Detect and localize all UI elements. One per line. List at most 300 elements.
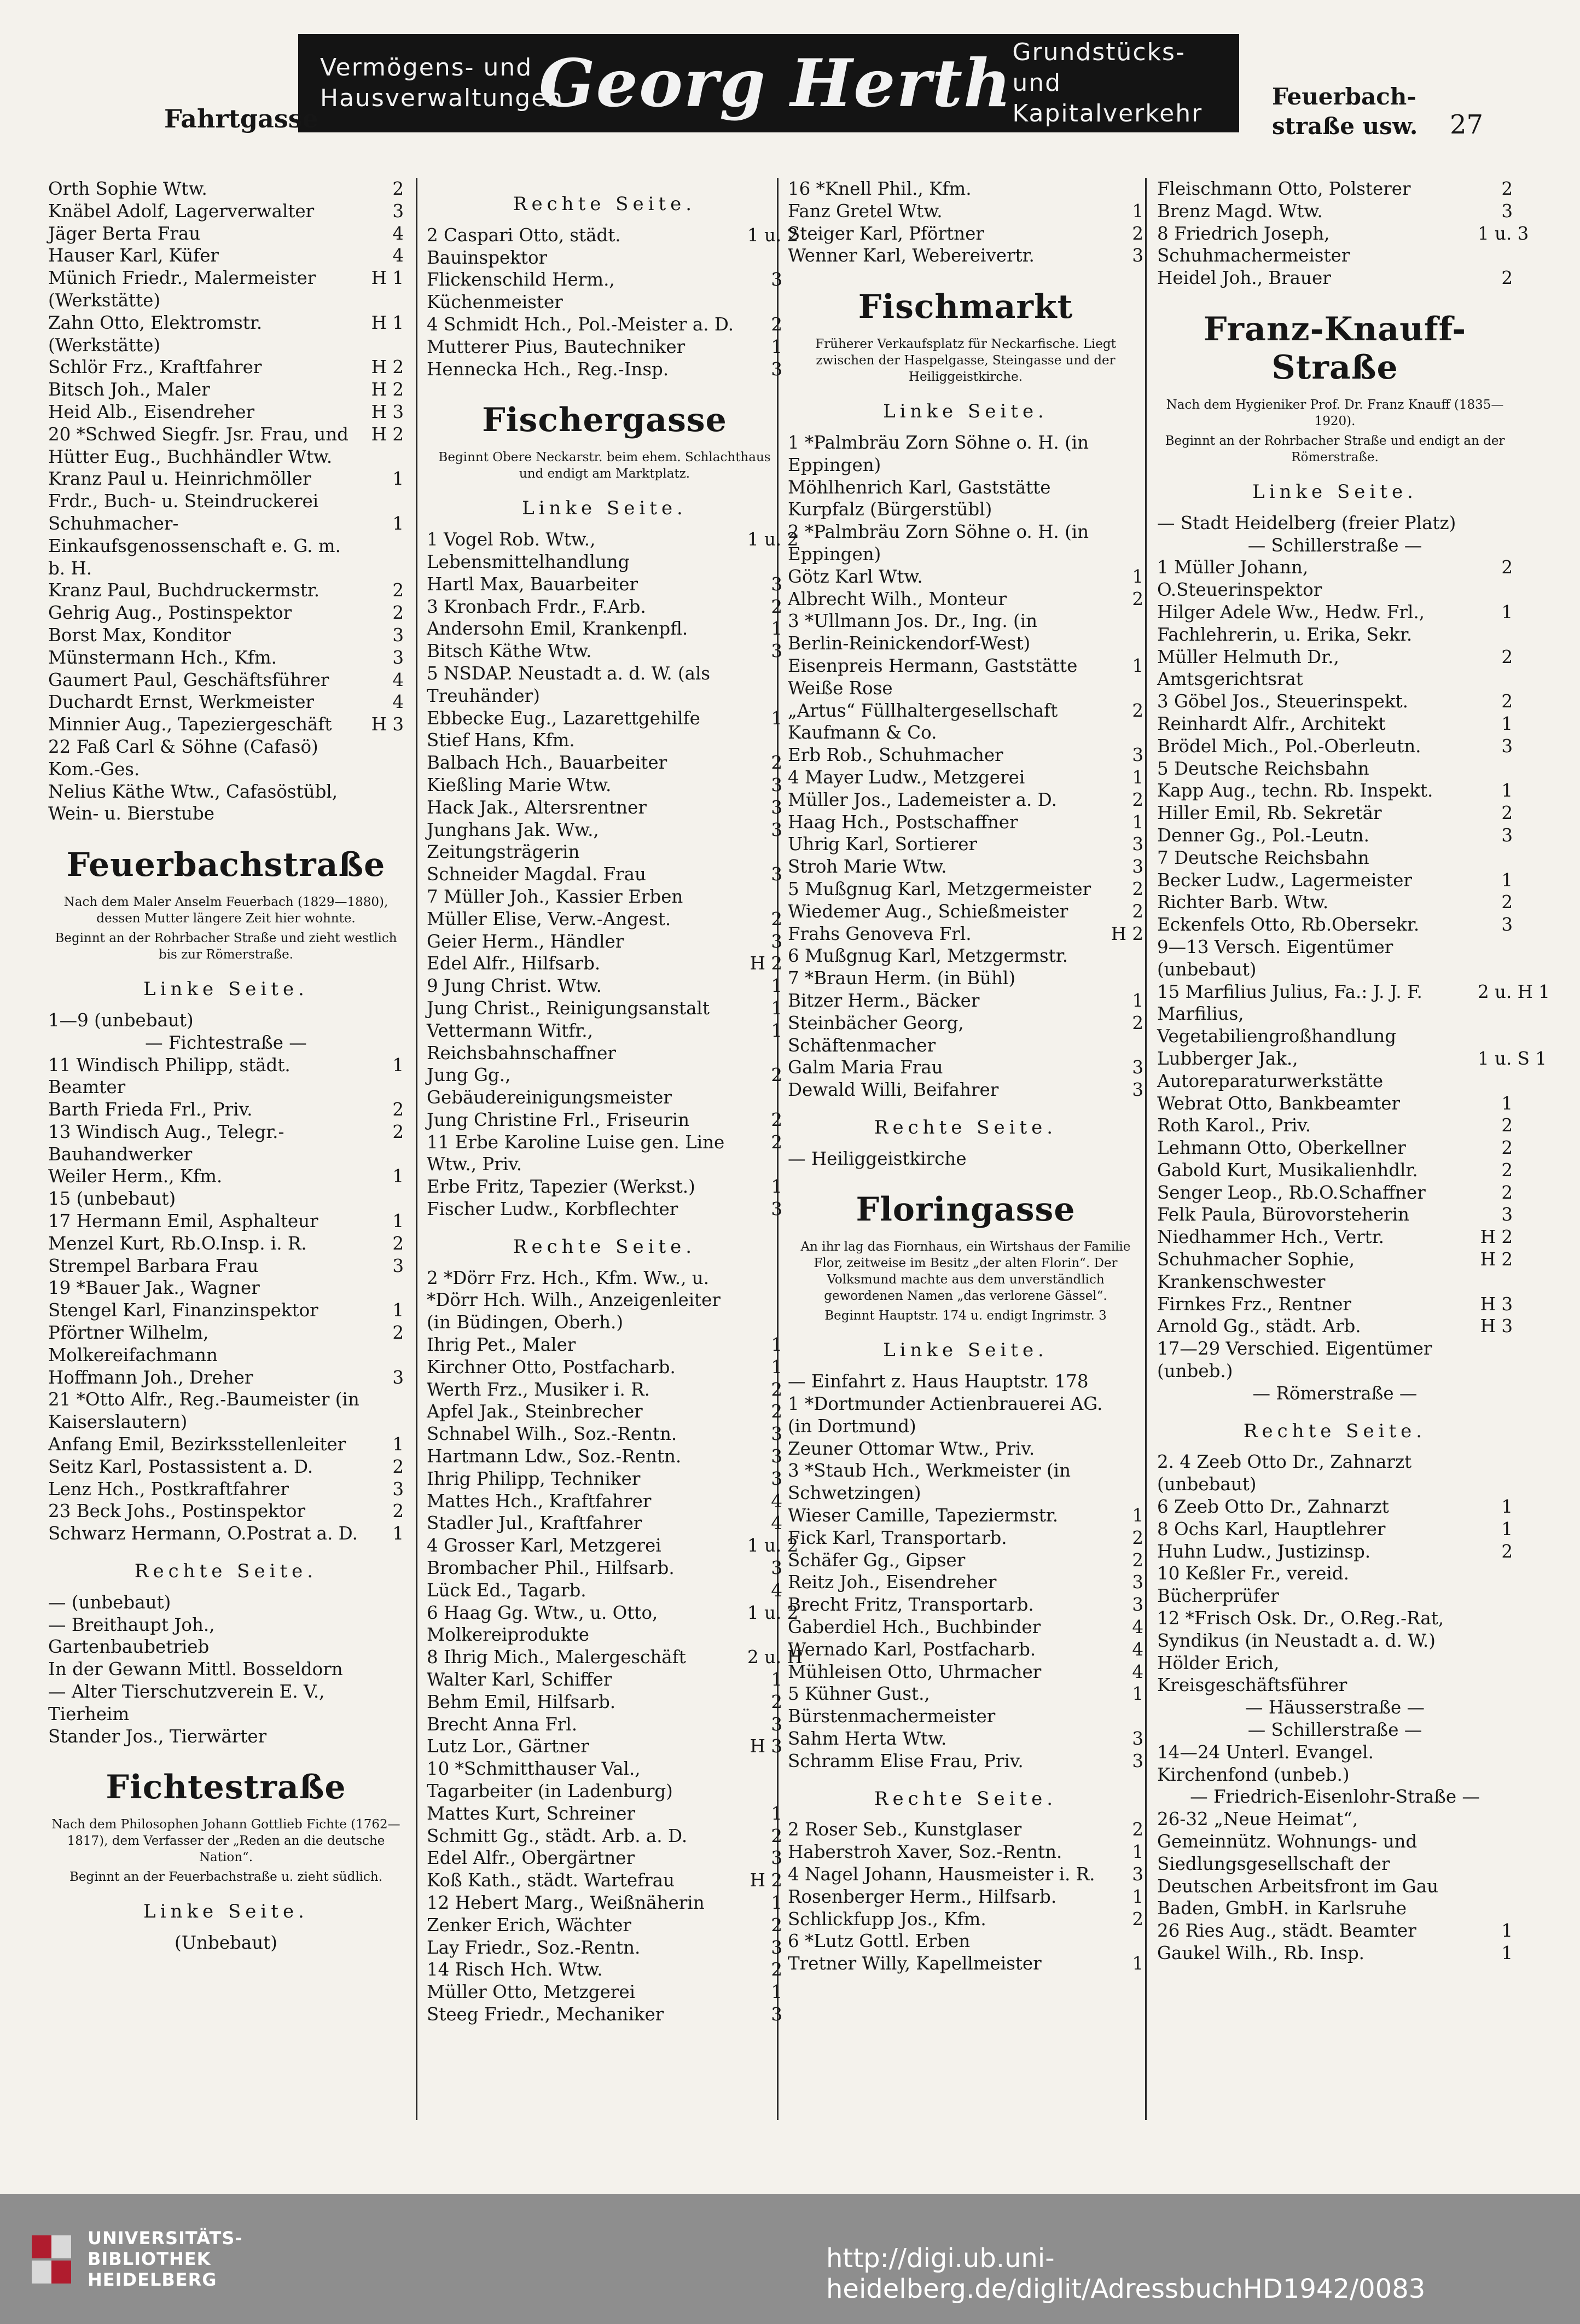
entry-text: Möhlhenrich Karl, Gaststätte Kurpfalz (Bürgerstübl) bbox=[788, 477, 1051, 520]
entry-floor: 1 bbox=[771, 707, 782, 729]
address-entry bbox=[788, 1930, 1143, 1953]
address-entry bbox=[1157, 1942, 1513, 1965]
entry-text: Geier Herm., Händler bbox=[427, 931, 624, 952]
entry-text: Stief Hans, Kfm. bbox=[427, 730, 575, 751]
entry-text: Lehmann Otto, Oberkellner bbox=[1157, 1137, 1406, 1159]
entry-text: Albrecht Wilh., Monteur bbox=[788, 588, 1007, 609]
entry-text: 21 *Otto Alfr., Reg.-Baumeister (in Kaiserslautern) bbox=[48, 1389, 359, 1433]
entry-floor: 1 bbox=[771, 336, 782, 357]
address-entry bbox=[427, 1735, 782, 1758]
entry-floor: 3 bbox=[1132, 834, 1143, 855]
entry-floor: 3 bbox=[1501, 200, 1513, 222]
digital-copy-url[interactable]: http://digi.ub.uni-heidelberg.de/diglit/AdressbuchHD1942/0083 bbox=[826, 2243, 1426, 2304]
library-footer bbox=[0, 2194, 1580, 2324]
entry-floor: 2 bbox=[771, 1379, 782, 1400]
street-side-heading: Linke Seite. bbox=[1252, 480, 1418, 503]
entry-text: Kapp Aug., techn. Rb. Inspekt. bbox=[1157, 780, 1433, 801]
entry-floor: 1 bbox=[771, 1982, 782, 2003]
entry-text: 5 Kühner Gust., Bürstenmachermeister bbox=[788, 1683, 996, 1727]
entry-text: Behm Emil, Hilfsarb. bbox=[427, 1691, 616, 1712]
entry-text: Hennecka Hch., Reg.-Insp. bbox=[427, 358, 669, 380]
entry-floor: 2 bbox=[1132, 1549, 1143, 1571]
entry-floor: 3 bbox=[1501, 1204, 1513, 1225]
entry-text: 12 Hebert Marg., Weißnäherin bbox=[427, 1892, 705, 1913]
entry-floor: 1 bbox=[1132, 200, 1143, 222]
entry-text: Gaumert Paul, Geschäftsführer bbox=[48, 669, 329, 690]
entry-text: Becker Ludw., Lagermeister bbox=[1157, 869, 1412, 891]
entry-text: Erb Rob., Schuhmacher bbox=[788, 745, 1003, 766]
entry-text: Kranz Paul, Buchdruckermstr. bbox=[48, 580, 320, 601]
entry-text: Andersohn Emil, Krankenpfl. bbox=[427, 618, 688, 640]
entry-floor: 2 u. H bbox=[747, 1647, 803, 1668]
entry-floor: 1 bbox=[1501, 1496, 1513, 1518]
address-entry bbox=[788, 1571, 1143, 1594]
address-entry bbox=[1157, 646, 1513, 691]
street-heading: Fichtestraße bbox=[106, 1768, 346, 1807]
running-head-left: Fahrtgasse bbox=[164, 104, 318, 133]
entry-text: Brödel Mich., Pol.-Oberleutn. bbox=[1157, 735, 1421, 757]
entry-text: 2 *Dörr Frz. Hch., Kfm. Ww., u. *Dörr Hch. Wilh., Anzeigenleiter (in Büdingen, Oberh.) bbox=[427, 1267, 721, 1333]
address-entry bbox=[427, 997, 782, 1020]
address-entry bbox=[48, 736, 404, 781]
entry-floor: 4 bbox=[771, 1490, 782, 1512]
entry-text: Heid Alb., Eisendreher bbox=[48, 401, 255, 422]
entry-floor: 4 bbox=[392, 223, 404, 244]
entry-text: Roth Karol., Priv. bbox=[1157, 1115, 1311, 1136]
entry-text: Hartmann Ldw., Soz.-Rentn. bbox=[427, 1446, 682, 1467]
address-entry bbox=[427, 1020, 782, 1065]
entry-floor: 2 bbox=[1501, 1159, 1513, 1181]
entry-floor: 3 bbox=[1501, 824, 1513, 846]
entry-floor: 1 bbox=[1501, 1093, 1513, 1114]
entry-text: Kirchner Otto, Postfacharb. bbox=[427, 1356, 676, 1378]
entry-floor: 1 bbox=[1132, 990, 1143, 1011]
entry-floor: 3 bbox=[771, 774, 782, 795]
entry-text: Anfang Emil, Bezirksstellenleiter bbox=[48, 1434, 346, 1455]
entry-floor: 3 bbox=[771, 1713, 782, 1735]
address-entry bbox=[427, 2003, 782, 2026]
address-entry bbox=[48, 1500, 404, 1523]
address-entry bbox=[788, 245, 1143, 267]
address-entry bbox=[1157, 713, 1513, 735]
entry-floor: 2 bbox=[392, 1322, 404, 1344]
entry-text: Eckenfels Otto, Rb.Obersekr. bbox=[1157, 914, 1420, 936]
entry-floor: 3 bbox=[771, 1847, 782, 1869]
address-entry bbox=[1157, 1315, 1513, 1338]
entry-text: Jung Christ., Reinigungsanstalt bbox=[427, 997, 710, 1019]
university-library-logo-icon bbox=[26, 2231, 77, 2288]
address-entry bbox=[427, 729, 782, 752]
address-entry bbox=[427, 1468, 782, 1490]
entry-text: 8 Ihrig Mich., Malergeschäft bbox=[427, 1647, 686, 1668]
entry-text: Bitsch Käthe Wtw. bbox=[427, 641, 592, 662]
library-name-line: HEIDELBERG bbox=[88, 2269, 217, 2290]
entry-floor: 1 bbox=[1132, 1505, 1143, 1526]
address-entry bbox=[48, 691, 404, 713]
address-entry bbox=[1157, 1093, 1513, 1115]
entry-text: Hartl Max, Bauarbeiter bbox=[427, 573, 638, 595]
address-entry bbox=[788, 1079, 1143, 1101]
address-entry bbox=[788, 700, 1143, 745]
address-entry bbox=[788, 1148, 1143, 1170]
street-side-heading: Rechte Seite. bbox=[874, 1787, 1058, 1810]
entry-text: Orth Sophie Wtw. bbox=[48, 178, 207, 199]
address-entry bbox=[427, 1334, 782, 1356]
entry-floor: 4 bbox=[392, 692, 404, 713]
address-entry bbox=[427, 1512, 782, 1535]
entry-text: Wenner Karl, Webereivertr. bbox=[788, 245, 1035, 266]
entry-floor: 2 bbox=[771, 313, 782, 335]
entry-text: Jung Gg., Gebäudereinigungsmeister bbox=[427, 1065, 672, 1108]
address-entry bbox=[48, 1233, 404, 1255]
address-entry bbox=[1157, 1248, 1513, 1293]
entry-text: Webrat Otto, Bankbeamter bbox=[1157, 1093, 1401, 1114]
entry-floor: 1 bbox=[1132, 655, 1143, 676]
address-entry bbox=[788, 744, 1143, 766]
address-entry bbox=[427, 931, 782, 953]
address-entry bbox=[1157, 847, 1513, 869]
entry-floor: 2 bbox=[1501, 268, 1513, 289]
entry-floor: H 1 bbox=[371, 312, 404, 333]
entry-floor: 1 bbox=[771, 1020, 782, 1041]
entry-text: Schramm Elise Frau, Priv. bbox=[788, 1750, 1024, 1771]
address-entry bbox=[788, 1527, 1143, 1549]
address-entry bbox=[427, 1356, 782, 1379]
entry-text: Mattes Hch., Kraftfahrer bbox=[427, 1490, 652, 1512]
entry-text: Hilger Adele Ww., Hedw. Frl., Fachlehrerin, u. Erika, Sekr. bbox=[1157, 601, 1425, 645]
entry-floor: 3 bbox=[771, 573, 782, 595]
entry-text: 26-32 „Neue Heimat“, Gemeinnütz. Wohnungs- und Siedlungsgesellschaft der Deutschen Arbeitsfront im Gau Baden, GmbH. in Karlsruhe bbox=[1157, 1809, 1439, 1919]
entry-text: „Artus“ Füllhaltergesellschaft Kaufmann & Co. bbox=[788, 700, 1058, 743]
entry-floor: 2 bbox=[771, 1065, 782, 1086]
entry-floor: 2 bbox=[1132, 1819, 1143, 1840]
address-entry bbox=[788, 1661, 1143, 1683]
entry-floor: 2 bbox=[1132, 1527, 1143, 1548]
entry-floor: 3 bbox=[392, 1367, 404, 1388]
entry-text: Uhrig Karl, Sortierer bbox=[788, 834, 977, 855]
street-description: An ihr lag das Fiornhaus, ein Wirtshaus der Familie Flor, zeitweise im Besitz „der alten Florin“. Der Volksmund machte aus dem unverständlich gewordenen Namen „das verlorene Gässel“. bbox=[800, 1240, 1131, 1304]
entry-text: 3 Kronbach Frdr., F.Arb. bbox=[427, 596, 646, 617]
ad-left-line: Vermögens- und Hausverwaltungen bbox=[320, 54, 564, 112]
entry-floor: 2 bbox=[1132, 900, 1143, 922]
entry-floor: 4 bbox=[392, 245, 404, 266]
entry-text: Schwarz Hermann, O.Postrat a. D. bbox=[48, 1523, 358, 1544]
street-side-heading: Rechte Seite. bbox=[874, 1116, 1058, 1138]
address-entry bbox=[427, 707, 782, 730]
entry-floor: 2 bbox=[771, 1109, 782, 1130]
entry-floor: 1 u. 2 bbox=[747, 1535, 799, 1556]
entry-floor: 1 bbox=[771, 1356, 782, 1378]
entry-text: Bitsch Joh., Maler bbox=[48, 379, 210, 400]
entry-text: 2 Caspari Otto, städt. Bauinspektor bbox=[427, 224, 621, 268]
address-entry bbox=[427, 1669, 782, 1691]
address-entry bbox=[1157, 936, 1513, 981]
entry-text: 8 Ochs Karl, Hauptlehrer bbox=[1157, 1518, 1386, 1539]
address-entry bbox=[48, 379, 404, 401]
address-entry bbox=[48, 1322, 404, 1367]
entry-floor: 1 bbox=[771, 1892, 782, 1913]
entry-floor: 1 bbox=[1501, 780, 1513, 801]
entry-text: Fischer Ludw., Korbflechter bbox=[427, 1199, 678, 1220]
entry-text: 3 *Ullmann Jos. Dr., Ing. (in Berlin-Reinickendorf-West) bbox=[788, 611, 1038, 654]
address-entry bbox=[788, 923, 1143, 945]
address-entry bbox=[48, 200, 404, 223]
entry-floor: 2 bbox=[771, 1401, 782, 1422]
entry-floor: 2 bbox=[771, 1959, 782, 1980]
entry-text: Firnkes Frz., Rentner bbox=[1157, 1293, 1351, 1315]
ad-company-name: Georg Herth bbox=[539, 44, 1013, 122]
library-name-line: BIBLIOTHEK bbox=[88, 2249, 211, 2269]
address-entry bbox=[427, 863, 782, 886]
address-entry bbox=[788, 1863, 1143, 1886]
entry-floor: 4 bbox=[392, 669, 404, 690]
entry-text: 14 Risch Hch. Wtw. bbox=[427, 1959, 603, 1980]
entry-floor: 1 bbox=[771, 1334, 782, 1356]
entry-floor: 2 bbox=[1132, 223, 1143, 244]
street-heading: Franz-Knauff-Straße bbox=[1203, 310, 1467, 387]
entry-text: 3 Göbel Jos., Steuerinspekt. bbox=[1157, 691, 1408, 712]
entry-text: Schneider Magdal. Frau bbox=[427, 864, 646, 885]
address-entry bbox=[1157, 1159, 1513, 1182]
street-description: Beginnt Obere Neckarstr. beim ehem. Schlachthaus und endigt am Marktplatz. bbox=[438, 450, 771, 481]
entry-floor: 1 u. S 1 bbox=[1478, 1048, 1547, 1069]
address-entry bbox=[427, 1713, 782, 1736]
entry-floor: 2 bbox=[392, 1501, 404, 1522]
address-entry bbox=[788, 945, 1143, 967]
entry-text: 2 Roser Seb., Kunstglaser bbox=[788, 1819, 1022, 1840]
entry-floor: 3 bbox=[392, 647, 404, 668]
entry-floor: 3 bbox=[771, 797, 782, 818]
entry-text: Kießling Marie Wtw. bbox=[427, 774, 612, 795]
address-entry bbox=[788, 223, 1143, 245]
entry-floor: H 2 bbox=[1480, 1249, 1513, 1270]
entry-text: Pförtner Wilhelm, Molkereifachmann bbox=[48, 1322, 218, 1366]
entry-text: 10 *Schmitthauser Val., Tagarbeiter (in Ladenburg) bbox=[427, 1758, 673, 1802]
street-description: Beginnt Hauptstr. 174 u. endigt Ingrimstr. 3 bbox=[824, 1309, 1107, 1323]
entry-floor: 1 bbox=[771, 975, 782, 997]
entry-text: 17—29 Verschied. Eigentümer (unbeb.) bbox=[1157, 1338, 1432, 1382]
page-number: 27 bbox=[1450, 109, 1484, 140]
entry-floor: 4 bbox=[771, 1513, 782, 1534]
address-entry bbox=[788, 1728, 1143, 1750]
address-entry bbox=[427, 618, 782, 640]
entry-text: Wieser Camille, Tapeziermstr. bbox=[788, 1505, 1059, 1526]
address-entry bbox=[427, 819, 782, 864]
address-entry bbox=[48, 1591, 404, 1614]
entry-text: 6 Zeeb Otto Dr., Zahnarzt bbox=[1157, 1496, 1389, 1518]
street-side-heading: Rechte Seite. bbox=[513, 1235, 696, 1258]
address-entry bbox=[427, 1914, 782, 1937]
entry-floor: 1 u. 3 bbox=[1478, 223, 1529, 244]
address-entry bbox=[788, 967, 1143, 990]
entry-floor: 1 bbox=[1132, 566, 1143, 587]
entry-floor: 1 bbox=[392, 1166, 404, 1187]
address-entry bbox=[427, 596, 782, 618]
address-entry bbox=[427, 1176, 782, 1198]
address-entry bbox=[427, 1758, 782, 1803]
cross-street-note: (Unbebaut) bbox=[175, 1932, 277, 1954]
entry-floor: 4 bbox=[771, 1579, 782, 1601]
entry-text: 5 Mußgnug Karl, Metzgermeister bbox=[788, 878, 1091, 899]
entry-text: Bitzer Herm., Bäcker bbox=[788, 990, 980, 1011]
entry-floor: 3 bbox=[1132, 1572, 1143, 1593]
entry-text: Brenz Magd. Wtw. bbox=[1157, 200, 1323, 222]
entry-floor: H 3 bbox=[371, 714, 404, 735]
address-entry bbox=[427, 1557, 782, 1579]
entry-floor: 3 bbox=[771, 819, 782, 840]
column-1 bbox=[48, 178, 404, 2125]
entry-text: Tretner Willy, Kapellmeister bbox=[788, 1953, 1042, 1974]
address-entry bbox=[788, 1818, 1143, 1841]
entry-floor: 3 bbox=[1132, 1864, 1143, 1885]
address-entry bbox=[427, 1825, 782, 1847]
entry-floor: 1 bbox=[1501, 1942, 1513, 1963]
address-entry bbox=[788, 1504, 1143, 1527]
entry-text: Stadler Jul., Kraftfahrer bbox=[427, 1513, 642, 1534]
entry-text: — Heiliggeistkirche bbox=[788, 1148, 967, 1169]
advertisement-banner bbox=[298, 34, 1239, 132]
address-entry bbox=[427, 752, 782, 774]
entry-text: — Stadt Heidelberg (freier Platz) bbox=[1157, 512, 1456, 533]
entry-floor: 3 bbox=[771, 269, 782, 290]
entry-text: 1 *Dortmunder Actienbrauerei AG. (in Dortmund) bbox=[788, 1393, 1103, 1437]
address-entry bbox=[788, 1438, 1143, 1460]
address-entry bbox=[1157, 1114, 1513, 1137]
address-entry bbox=[1157, 1048, 1547, 1093]
address-entry bbox=[48, 1681, 404, 1725]
address-entry bbox=[788, 1594, 1143, 1616]
address-entry bbox=[48, 513, 404, 579]
entry-text: Knäbel Adolf, Lagerverwalter bbox=[48, 200, 315, 222]
entry-text: Edel Alfr., Hilfsarb. bbox=[427, 953, 601, 974]
address-entry bbox=[48, 1725, 404, 1748]
address-entry bbox=[788, 1012, 1143, 1057]
entry-text: Brecht Anna Frl. bbox=[427, 1713, 578, 1735]
cross-street-note: — Häusserstraße — bbox=[1245, 1697, 1425, 1718]
address-entry bbox=[788, 1056, 1143, 1079]
entry-text: 12 *Frisch Osk. Dr., O.Reg.-Rat, Syndikus (in Neustadt a. d. W.) bbox=[1157, 1608, 1444, 1651]
street-heading: Feuerbachstraße bbox=[66, 846, 386, 885]
entry-text: 5 Deutsche Reichsbahn bbox=[1157, 758, 1369, 779]
address-entry bbox=[788, 1460, 1143, 1504]
address-entry bbox=[427, 1423, 782, 1445]
entry-text: Galm Maria Frau bbox=[788, 1057, 943, 1078]
entry-floor: 3 bbox=[1132, 856, 1143, 878]
entry-text: Brecht Fritz, Transportarb. bbox=[788, 1594, 1034, 1616]
entry-floor: H 2 bbox=[371, 357, 404, 378]
entry-text: 1 Müller Johann, O.Steuerinspektor bbox=[1157, 557, 1322, 601]
address-entry bbox=[48, 312, 404, 357]
address-entry bbox=[788, 521, 1143, 566]
address-entry bbox=[427, 1064, 782, 1109]
entry-floor: 1 bbox=[1501, 601, 1513, 623]
entry-text: 2 *Palmbräu Zorn Söhne o. H. (in Eppingen) bbox=[788, 521, 1089, 565]
street-heading: Fischergasse bbox=[482, 401, 727, 440]
entry-text: 1 Vogel Rob. Wtw., Lebensmittelhandlung bbox=[427, 529, 630, 572]
street-side-heading: Rechte Seite. bbox=[134, 1560, 318, 1583]
entry-floor: 1 bbox=[771, 618, 782, 640]
entry-floor: 1 u. 2 bbox=[747, 1602, 799, 1623]
address-entry bbox=[48, 245, 404, 267]
entry-floor: 3 bbox=[771, 931, 782, 952]
address-entry bbox=[427, 975, 782, 997]
address-entry bbox=[427, 1981, 782, 2003]
entry-floor: 3 bbox=[771, 641, 782, 662]
address-entry bbox=[427, 1892, 782, 1914]
street-description: Beginnt an der Rohrbacher Straße und zieht westlich bis zur Römerstraße. bbox=[55, 931, 397, 962]
address-entry bbox=[48, 1388, 404, 1433]
address-entry bbox=[788, 1393, 1143, 1438]
entry-floor: 2 bbox=[1132, 878, 1143, 899]
entry-floor: H 2 bbox=[750, 1870, 782, 1891]
column-divider bbox=[416, 178, 417, 2120]
address-entry bbox=[48, 1367, 404, 1389]
entry-text: Stroh Marie Wtw. bbox=[788, 856, 947, 878]
street-side-heading: Linke Seite. bbox=[883, 1339, 1048, 1362]
entry-text: Münich Friedr., Malermeister (Werkstätte) bbox=[48, 268, 316, 311]
address-entry bbox=[788, 1616, 1143, 1639]
address-entry bbox=[427, 1379, 782, 1401]
street-side-heading: Linke Seite. bbox=[143, 978, 309, 1001]
column-divider bbox=[1145, 178, 1147, 2120]
entry-text: Reitz Joh., Eisendreher bbox=[788, 1572, 997, 1593]
address-entry bbox=[427, 358, 782, 381]
address-entry bbox=[788, 1841, 1143, 1863]
entry-text: Haag Hch., Postschaffner bbox=[788, 811, 1018, 833]
address-entry bbox=[48, 1054, 404, 1099]
address-entry bbox=[427, 1401, 782, 1423]
address-entry bbox=[1157, 1541, 1513, 1563]
ad-left-text bbox=[320, 53, 564, 114]
entry-text: 9—13 Versch. Eigentümer (unbebaut) bbox=[1157, 936, 1393, 980]
entry-text: 11 Windisch Philipp, städt. Beamter bbox=[48, 1054, 291, 1098]
street-description: Nach dem Philosophen Johann Gottlieb Fichte (1762—1817), dem Verfasser der „Reden an die deutsche Nation“. bbox=[51, 1817, 400, 1865]
address-entry bbox=[1157, 1137, 1513, 1159]
entry-text: Lutz Lor., Gärtner bbox=[427, 1736, 589, 1757]
entry-floor: 2 bbox=[771, 1131, 782, 1153]
street-side-heading: Linke Seite. bbox=[522, 497, 687, 520]
address-entry bbox=[48, 1099, 404, 1121]
entry-text: Mattes Kurt, Schreiner bbox=[427, 1803, 636, 1824]
entry-floor: 1 bbox=[392, 1523, 404, 1544]
entry-text: Müller Otto, Metzgerei bbox=[427, 1982, 635, 2003]
entry-text: 8 Friedrich Joseph, Schuhmachermeister bbox=[1157, 223, 1350, 266]
entry-floor: 1 bbox=[771, 997, 782, 1019]
entry-text: Nelius Käthe Wtw., Cafasöstübl, Wein- u. Bierstube bbox=[48, 781, 338, 824]
entry-floor: 1 u. 2 bbox=[747, 224, 799, 246]
entry-text: Niedhammer Hch., Vertr. bbox=[1157, 1227, 1384, 1248]
entry-text: 1—9 (unbebaut) bbox=[48, 1009, 194, 1031]
entry-floor: 1 bbox=[1501, 1518, 1513, 1539]
entry-floor: 1 bbox=[1132, 1953, 1143, 1974]
street-heading: Fischmarkt bbox=[858, 288, 1073, 327]
entry-text: Sahm Herta Wtw. bbox=[788, 1728, 947, 1750]
cross-street-note: — Schillerstraße — bbox=[1247, 534, 1422, 556]
entry-text: — Breithaupt Joh., Gartenbaubetrieb bbox=[48, 1614, 215, 1658]
address-entry bbox=[1157, 1920, 1513, 1942]
entry-text: Haberstroh Xaver, Soz.-Rentn. bbox=[788, 1841, 1062, 1863]
entry-text: 4 Mayer Ludw., Metzgerei bbox=[788, 766, 1025, 788]
entry-floor: 2 bbox=[392, 1456, 404, 1477]
address-entry bbox=[48, 1255, 404, 1277]
entry-floor: 1 bbox=[1132, 811, 1143, 833]
entry-text: Denner Gg., Pol.-Leutn. bbox=[1157, 824, 1369, 846]
entry-floor: 1 bbox=[1501, 869, 1513, 891]
address-entry bbox=[427, 774, 782, 797]
entry-text: Edel Alfr., Obergärtner bbox=[427, 1847, 635, 1869]
entry-text: Frahs Genoveva Frl. bbox=[788, 923, 972, 944]
address-entry bbox=[427, 640, 782, 663]
